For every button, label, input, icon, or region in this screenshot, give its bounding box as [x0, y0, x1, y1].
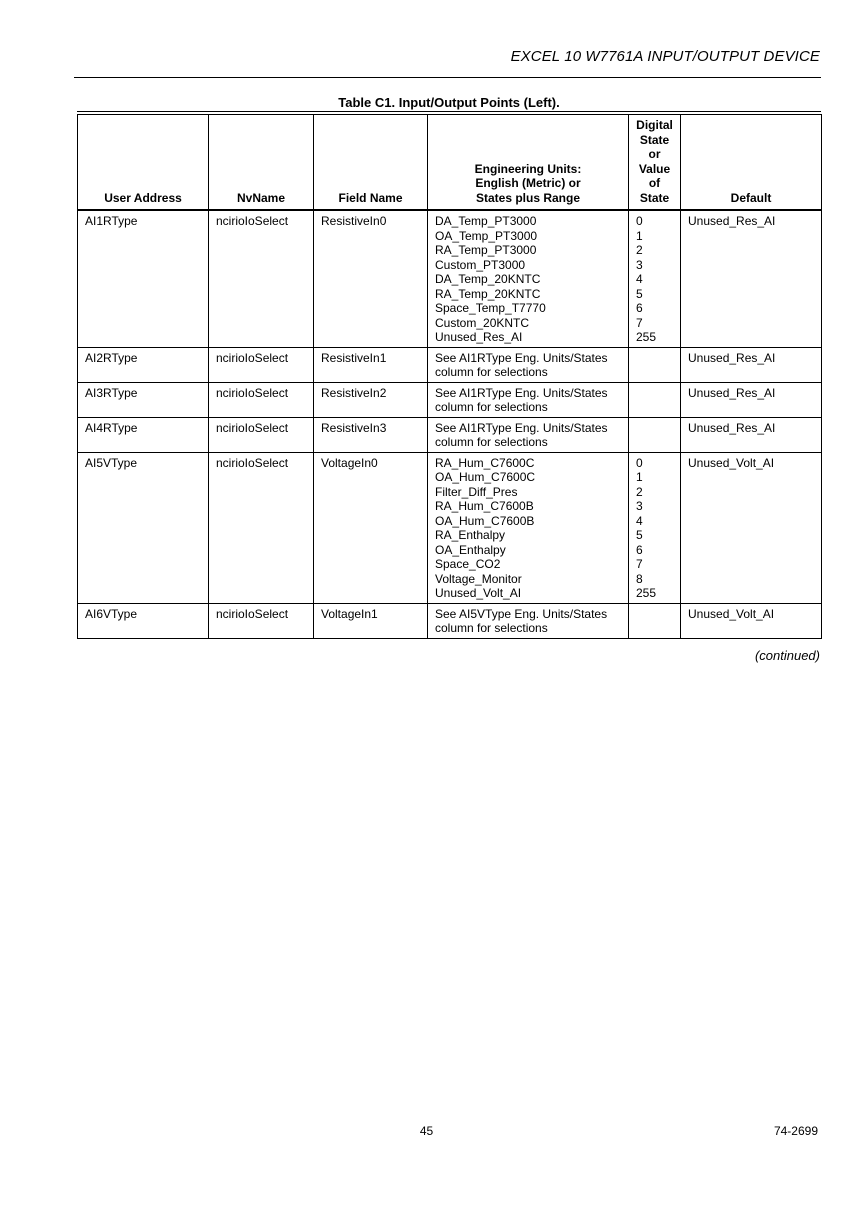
cell-engineering-units — [428, 347, 629, 382]
cell-engineering-units-line: RA_Enthalpy — [435, 528, 506, 542]
cell-engineering-units-line: Filter_Diff_Pres — [435, 484, 518, 499]
cell-engineering-units-line: RA_Hum_C7600C — [435, 455, 535, 470]
cell-field-name: ResistiveIn0 — [314, 210, 428, 347]
cell-default: Unused_Volt_AI — [681, 603, 822, 638]
table-row — [78, 347, 822, 382]
cell-default: Unused_Res_AI — [681, 347, 822, 382]
caption-divider — [77, 111, 821, 112]
cell-user-address: AI5VType — [78, 452, 209, 603]
column-header-engineering-units — [428, 115, 629, 211]
cell-nvname: ncirioIoSelect — [209, 417, 314, 452]
cell-engineering-units-line: Space_Temp_T7770 — [435, 301, 546, 315]
cell-digital-state-line: 8 — [636, 571, 643, 586]
cell-digital-state-line: 3 — [636, 499, 643, 513]
cell-user-address: AI6VType — [78, 603, 209, 638]
column-header-line: NvName — [236, 190, 286, 205]
column-header-field-name — [314, 115, 428, 211]
cell-nvname: ncirioIoSelect — [209, 210, 314, 347]
cell-engineering-units — [428, 382, 629, 417]
cell-digital-state-line: 6 — [636, 301, 643, 315]
cell-engineering-units-line: Custom_PT3000 — [435, 257, 526, 272]
cell-digital-state-line: 7 — [636, 315, 643, 330]
cell-field-name: VoltageIn1 — [314, 603, 428, 638]
cell-user-address: AI3RType — [78, 382, 209, 417]
column-header-line: State — [639, 190, 670, 205]
cell-digital-state-line: 4 — [636, 272, 643, 286]
document-number: 74-2699 — [773, 1124, 818, 1138]
column-header-digital-state — [629, 115, 681, 211]
cell-engineering-units-line: Unused_Res_AI — [435, 330, 523, 344]
table-row — [78, 382, 822, 417]
cell-engineering-units-line: OA_Hum_C7600C — [435, 470, 536, 484]
cell-digital-state-line: 7 — [636, 557, 643, 571]
cell-digital-state-line: 255 — [636, 330, 657, 344]
cell-digital-state-line: 3 — [636, 257, 643, 272]
cell-digital-state-line: 2 — [636, 243, 643, 257]
cell-nvname: ncirioIoSelect — [209, 452, 314, 603]
cell-default: Unused_Res_AI — [681, 417, 822, 452]
column-header-line: Field Name — [338, 190, 403, 205]
column-header-line: or — [648, 147, 661, 161]
cell-engineering-units — [428, 452, 629, 603]
cell-digital-state — [629, 452, 681, 603]
table-row — [78, 210, 822, 347]
column-header-line: Value — [638, 161, 671, 176]
cell-user-address: AI4RType — [78, 417, 209, 452]
cell-user-address: AI2RType — [78, 347, 209, 382]
page-number: 45 — [419, 1124, 434, 1138]
cell-field-name: VoltageIn0 — [314, 452, 428, 603]
cell-digital-state — [629, 417, 681, 452]
document-header-title: EXCEL 10 W7761A INPUT/OUTPUT DEVICE — [510, 48, 820, 65]
cell-engineering-units-line: RA_Hum_C7600B — [435, 499, 534, 513]
cell-digital-state-line: 0 — [636, 214, 643, 228]
cell-default: Unused_Res_AI — [681, 210, 822, 347]
cell-engineering-units-line: OA_Hum_C7600B — [435, 513, 535, 528]
table-row — [78, 603, 822, 638]
column-header-user-address — [78, 115, 209, 211]
cell-field-name: ResistiveIn3 — [314, 417, 428, 452]
column-header-line: Engineering Units: — [474, 161, 582, 176]
cell-default: Unused_Volt_AI — [681, 452, 822, 603]
column-header-line: of — [648, 176, 661, 190]
cell-engineering-units-line: RA_Temp_20KNTC — [435, 286, 541, 301]
io-points-table — [77, 114, 822, 639]
continued-note: (continued) — [754, 648, 820, 663]
cell-engineering-units-line: Custom_20KNTC — [435, 315, 530, 330]
cell-default: Unused_Res_AI — [681, 382, 822, 417]
cell-digital-state-line: 255 — [636, 586, 657, 600]
cell-digital-state-line: 5 — [636, 528, 643, 542]
cell-engineering-units-line: DA_Temp_20KNTC — [435, 272, 541, 286]
cell-engineering-units-line: See AI1RType Eng. Units/States — [435, 420, 608, 435]
column-header-line: User Address — [104, 190, 182, 205]
cell-engineering-units-line: See AI1RType Eng. Units/States — [435, 385, 608, 400]
column-header-line: States plus Range — [475, 190, 581, 205]
cell-nvname: ncirioIoSelect — [209, 382, 314, 417]
cell-engineering-units-line: Voltage_Monitor — [435, 571, 522, 586]
cell-digital-state — [629, 347, 681, 382]
cell-engineering-units-line: OA_Temp_PT3000 — [435, 228, 538, 243]
cell-digital-state-line: 0 — [636, 455, 643, 470]
table-row — [78, 417, 822, 452]
cell-digital-state-line: 1 — [636, 470, 643, 484]
cell-nvname: ncirioIoSelect — [209, 603, 314, 638]
cell-engineering-units-line: OA_Enthalpy — [435, 542, 506, 557]
cell-engineering-units-line: RA_Temp_PT3000 — [435, 243, 537, 257]
cell-engineering-units-line: Space_CO2 — [435, 557, 501, 571]
cell-digital-state — [629, 382, 681, 417]
cell-engineering-units-line: column for selections — [435, 435, 548, 449]
cell-engineering-units-line: column for selections — [435, 621, 548, 635]
column-header-line: State — [639, 132, 670, 147]
cell-engineering-units — [428, 417, 629, 452]
cell-engineering-units — [428, 603, 629, 638]
cell-field-name: ResistiveIn2 — [314, 382, 428, 417]
table-row — [78, 452, 822, 603]
cell-engineering-units-line: column for selections — [435, 365, 548, 379]
cell-digital-state-line: 4 — [636, 513, 643, 528]
cell-engineering-units-line: See AI5VType Eng. Units/States — [435, 606, 608, 621]
cell-digital-state — [629, 210, 681, 347]
cell-engineering-units-line: See AI1RType Eng. Units/States — [435, 350, 608, 365]
table-caption: Table C1. Input/Output Points (Left). — [338, 95, 560, 110]
cell-engineering-units-line: Unused_Volt_AI — [435, 586, 522, 600]
table-header-row — [78, 115, 822, 211]
column-header-default — [681, 115, 822, 211]
cell-digital-state — [629, 603, 681, 638]
cell-engineering-units — [428, 210, 629, 347]
cell-engineering-units-line: column for selections — [435, 400, 548, 414]
cell-field-name: ResistiveIn1 — [314, 347, 428, 382]
cell-digital-state-line: 6 — [636, 542, 643, 557]
cell-nvname: ncirioIoSelect — [209, 347, 314, 382]
header-divider — [74, 77, 821, 78]
cell-engineering-units-line: DA_Temp_PT3000 — [435, 214, 537, 228]
column-header-line: Digital — [636, 118, 673, 132]
column-header-line: Default — [730, 190, 772, 205]
column-header-nvname — [209, 115, 314, 211]
cell-digital-state-line: 2 — [636, 484, 643, 499]
cell-digital-state-line: 1 — [636, 228, 643, 243]
cell-digital-state-line: 5 — [636, 286, 643, 301]
cell-user-address: AI1RType — [78, 210, 209, 347]
column-header-line: English (Metric) or — [475, 176, 581, 190]
